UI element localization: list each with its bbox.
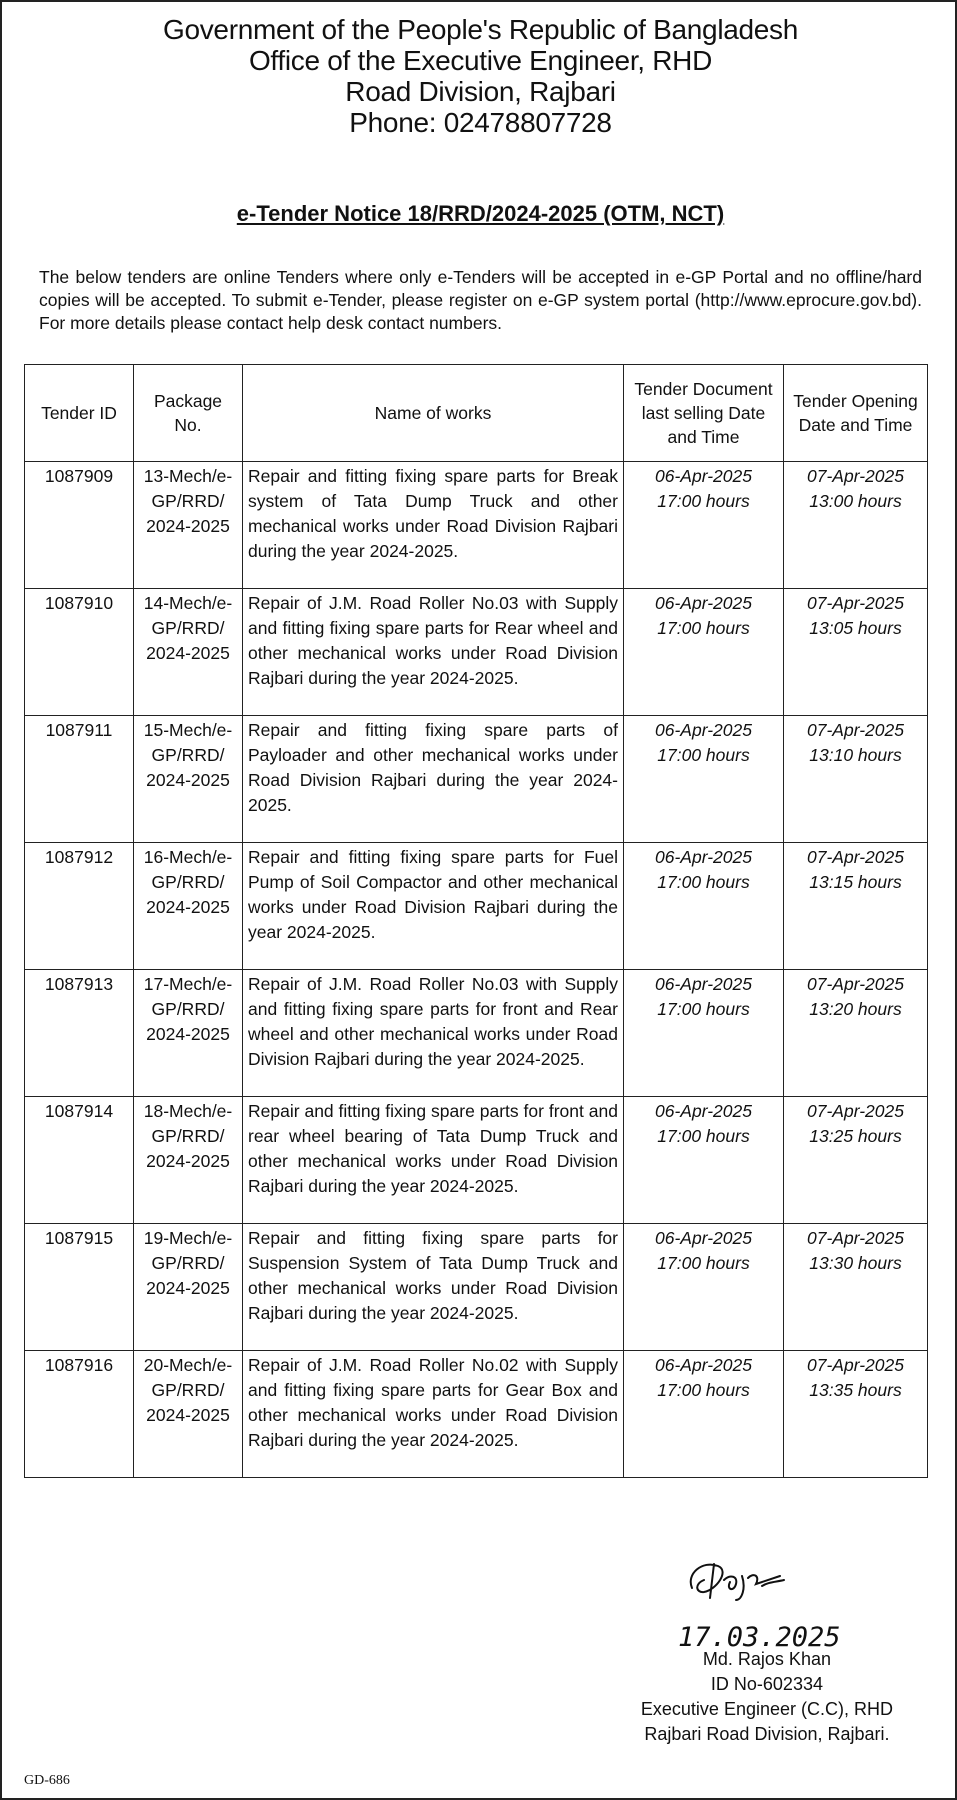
header-division: Road Division, Rajbari bbox=[345, 76, 616, 107]
cell-selling-date-time bbox=[624, 843, 784, 970]
cell-selling-date-time bbox=[624, 1224, 784, 1351]
selling-time: 17:00 hours bbox=[657, 1126, 750, 1146]
cell-tender-id: 1087913 bbox=[25, 970, 134, 1097]
cell-name-of-works: Repair of J.M. Road Roller No.03 with Supply and fitting fixing spare parts for front and Rear wheel and other mechanical works under Road Division Rajbari during the year 2024-2025. bbox=[243, 970, 624, 1097]
header-government: Government of the People's Republic of Bangladesh bbox=[162, 14, 799, 45]
opening-time: 13:30 hours bbox=[809, 1253, 902, 1273]
signatory-designation: Executive Engineer (C.C), RHD bbox=[640, 1699, 893, 1719]
selling-date: 06-Apr-2025 bbox=[655, 593, 752, 613]
opening-time: 13:10 hours bbox=[809, 745, 902, 765]
selling-date: 06-Apr-2025 bbox=[655, 974, 752, 994]
cell-opening-date-time bbox=[784, 970, 928, 1097]
opening-date: 07-Apr-2025 bbox=[807, 466, 904, 486]
cell-tender-id: 1087911 bbox=[25, 716, 134, 843]
intro-paragraph: The below tenders are online Tenders where only e-Tenders will be accepted in e-GP Portal and no offline/hard copies will be accepted. To submit e-Tender, please register on e-GP system portal (http://www.eprocure.gov.bd). For more details please contact help desk contact numbers. bbox=[39, 267, 922, 333]
header-opening-date-time: Tender Opening Date and Time bbox=[784, 365, 928, 462]
opening-date: 07-Apr-2025 bbox=[807, 847, 904, 867]
cell-opening-date-time bbox=[784, 716, 928, 843]
opening-date: 07-Apr-2025 bbox=[807, 1355, 904, 1375]
table-row bbox=[25, 462, 928, 589]
cell-selling-date-time bbox=[624, 462, 784, 589]
cell-opening-date-time bbox=[784, 843, 928, 970]
header-package-no: Package No. bbox=[134, 365, 243, 462]
footer-code: GD-686 bbox=[24, 1773, 70, 1788]
opening-date: 07-Apr-2025 bbox=[807, 720, 904, 740]
selling-time: 17:00 hours bbox=[657, 1253, 750, 1273]
cell-tender-id: 1087914 bbox=[25, 1097, 134, 1224]
cell-package-no: 20-Mech/e-GP/RRD/ 2024-2025 bbox=[134, 1351, 243, 1478]
cell-tender-id: 1087909 bbox=[25, 462, 134, 589]
selling-date: 06-Apr-2025 bbox=[655, 847, 752, 867]
cell-name-of-works: Repair and fitting fixing spare parts for Suspension System of Tata Dump Truck and other mechanical works under Road Division Rajbari during the year 2024-2025. bbox=[243, 1224, 624, 1351]
table-row bbox=[25, 1351, 928, 1478]
cell-opening-date-time bbox=[784, 1097, 928, 1224]
selling-date: 06-Apr-2025 bbox=[655, 1101, 752, 1121]
cell-package-no: 17-Mech/e-GP/RRD/ 2024-2025 bbox=[134, 970, 243, 1097]
cell-tender-id: 1087910 bbox=[25, 589, 134, 716]
opening-time: 13:05 hours bbox=[809, 618, 902, 638]
header-office: Office of the Executive Engineer, RHD bbox=[248, 45, 713, 76]
cell-name-of-works: Repair and fitting fixing spare parts for front and rear wheel bearing of Tata Dump Truck and other mechanical works under Road Division Rajbari during the year 2024-2025. bbox=[243, 1097, 624, 1224]
header-phone: Phone: 02478807728 bbox=[349, 107, 612, 138]
selling-time: 17:00 hours bbox=[657, 872, 750, 892]
cell-package-no: 13-Mech/e-GP/RRD/ 2024-2025 bbox=[134, 462, 243, 589]
notice-title-text: e-Tender Notice 18/RRD/2024-2025 (OTM, NCT) bbox=[236, 201, 725, 226]
selling-time: 17:00 hours bbox=[657, 491, 750, 511]
selling-date: 06-Apr-2025 bbox=[655, 466, 752, 486]
table-header-row bbox=[25, 365, 928, 462]
signatory-block bbox=[641, 1647, 893, 1747]
table-row bbox=[25, 843, 928, 970]
cell-opening-date-time bbox=[784, 589, 928, 716]
cell-opening-date-time bbox=[784, 462, 928, 589]
cell-opening-date-time bbox=[784, 1351, 928, 1478]
opening-time: 13:00 hours bbox=[809, 491, 902, 511]
opening-time: 13:20 hours bbox=[809, 999, 902, 1019]
opening-time: 13:15 hours bbox=[809, 872, 902, 892]
opening-date: 07-Apr-2025 bbox=[807, 974, 904, 994]
signatory-office: Rajbari Road Division, Rajbari. bbox=[644, 1724, 890, 1744]
signatory-id: ID No-602334 bbox=[710, 1674, 823, 1694]
selling-time: 17:00 hours bbox=[657, 618, 750, 638]
cell-name-of-works: Repair of J.M. Road Roller No.03 with Supply and fitting fixing spare parts for Rear wheel and other mechanical works under Road Division Rajbari during the year 2024-2025. bbox=[243, 589, 624, 716]
tender-table bbox=[24, 364, 928, 1478]
opening-date: 07-Apr-2025 bbox=[807, 593, 904, 613]
selling-date: 06-Apr-2025 bbox=[655, 720, 752, 740]
selling-time: 17:00 hours bbox=[657, 1380, 750, 1400]
cell-tender-id: 1087915 bbox=[25, 1224, 134, 1351]
cell-package-no: 15-Mech/e-GP/RRD/ 2024-2025 bbox=[134, 716, 243, 843]
cell-opening-date-time bbox=[784, 1224, 928, 1351]
cell-name-of-works: Repair of J.M. Road Roller No.02 with Supply and fitting fixing spare parts for Gear Box and other mechanical works under Road Division Rajbari during the year 2024-2025. bbox=[243, 1351, 624, 1478]
cell-tender-id: 1087916 bbox=[25, 1351, 134, 1478]
notice-title bbox=[2, 201, 957, 227]
letterhead bbox=[2, 14, 957, 138]
selling-date: 06-Apr-2025 bbox=[655, 1355, 752, 1375]
header-name-of-works: Name of works bbox=[243, 365, 624, 462]
opening-date: 07-Apr-2025 bbox=[807, 1228, 904, 1248]
cell-selling-date-time bbox=[624, 1351, 784, 1478]
table-row bbox=[25, 589, 928, 716]
cell-package-no: 16-Mech/e-GP/RRD/ 2024-2025 bbox=[134, 843, 243, 970]
cell-package-no: 18-Mech/e-GP/RRD/ 2024-2025 bbox=[134, 1097, 243, 1224]
table-row bbox=[25, 716, 928, 843]
selling-time: 17:00 hours bbox=[657, 999, 750, 1019]
table-row bbox=[25, 970, 928, 1097]
signatory-name: Md. Rajos Khan bbox=[702, 1649, 831, 1669]
cell-selling-date-time bbox=[624, 589, 784, 716]
cell-name-of-works: Repair and fitting fixing spare parts for Fuel Pump of Soil Compactor and other mechanical works under Road Division Rajbari during the year 2024-2025. bbox=[243, 843, 624, 970]
selling-date: 06-Apr-2025 bbox=[655, 1228, 752, 1248]
signature-date: 17.03.2025 bbox=[678, 1622, 841, 1653]
cell-package-no: 14-Mech/e-GP/RRD/ 2024-2025 bbox=[134, 589, 243, 716]
opening-time: 13:35 hours bbox=[809, 1380, 902, 1400]
header-selling-date-time: Tender Document last selling Date and Time bbox=[624, 365, 784, 462]
cell-selling-date-time bbox=[624, 970, 784, 1097]
cell-selling-date-time bbox=[624, 716, 784, 843]
opening-date: 07-Apr-2025 bbox=[807, 1101, 904, 1121]
cell-selling-date-time bbox=[624, 1097, 784, 1224]
handwritten-signature bbox=[684, 1554, 794, 1604]
selling-time: 17:00 hours bbox=[657, 745, 750, 765]
header-tender-id: Tender ID bbox=[25, 365, 134, 462]
table-row bbox=[25, 1097, 928, 1224]
cell-name-of-works: Repair and fitting fixing spare parts for Break system of Tata Dump Truck and other mechanical works under Road Division Rajbari during the year 2024-2025. bbox=[243, 462, 624, 589]
cell-tender-id: 1087912 bbox=[25, 843, 134, 970]
cell-name-of-works: Repair and fitting fixing spare parts of Payloader and other mechanical works under Road Division Rajbari during the year 2024-2025. bbox=[243, 716, 624, 843]
cell-package-no: 19-Mech/e-GP/RRD/ 2024-2025 bbox=[134, 1224, 243, 1351]
table-row bbox=[25, 1224, 928, 1351]
opening-time: 13:25 hours bbox=[809, 1126, 902, 1146]
